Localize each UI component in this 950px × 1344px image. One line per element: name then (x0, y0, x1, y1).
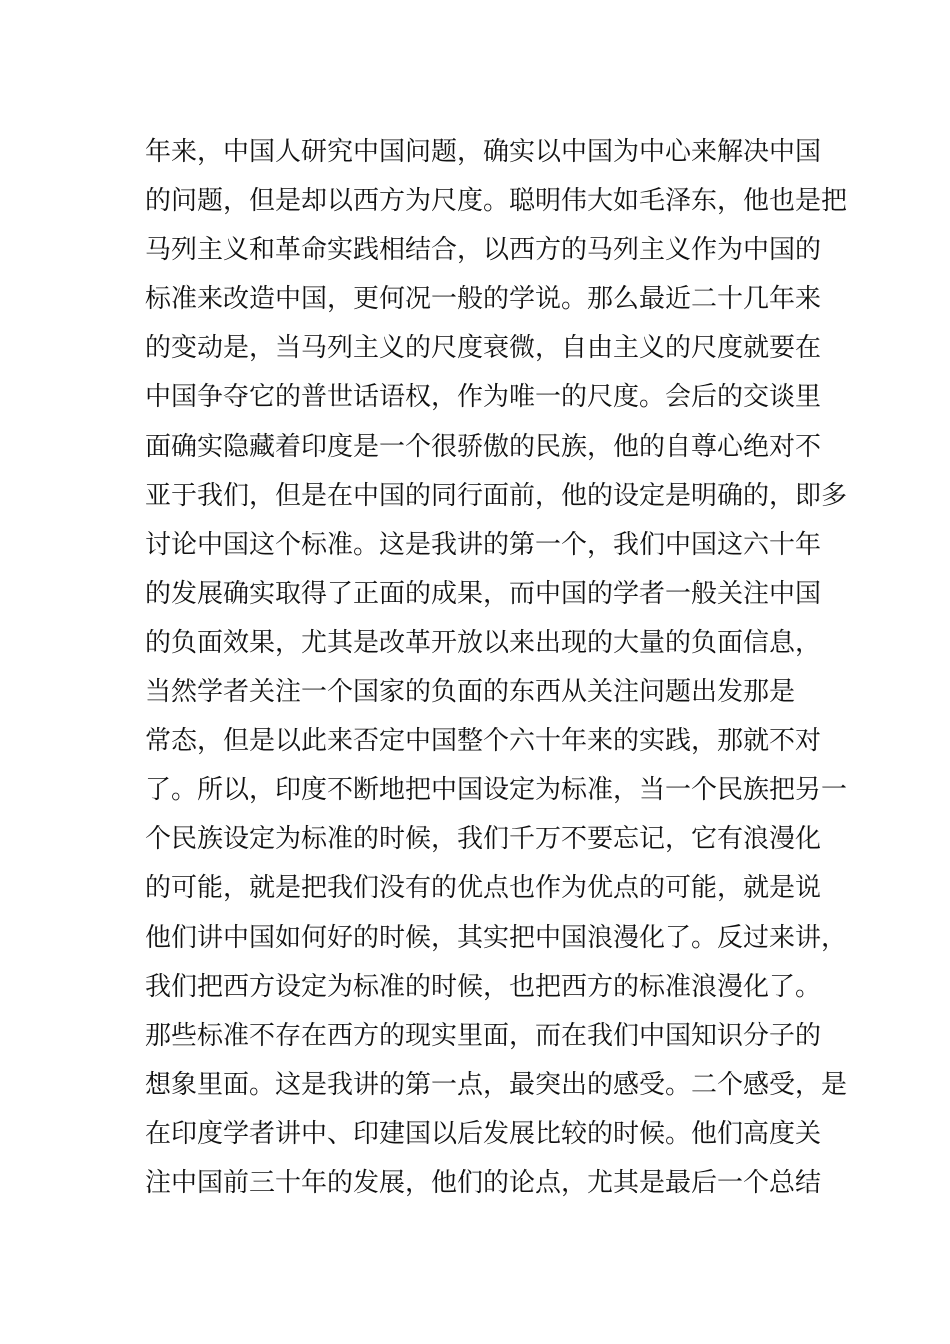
text-line: 马列主义和革命实践相结合，以西方的马列主义作为中国的 (145, 235, 822, 266)
body-text (145, 128, 848, 1208)
text-line: 在印度学者讲中、印建国以后发展比较的时候。他们高度关 (145, 1118, 822, 1149)
text-line: 的问题，但是却以西方为尺度。聪明伟大如毛泽东，他也是把 (145, 186, 848, 217)
text-line: 的发展确实取得了正面的成果，而中国的学者一般关注中国 (145, 578, 822, 609)
text-line: 面确实隐藏着印度是一个很骄傲的民族，他的自尊心绝对不 (145, 431, 822, 462)
text-line: 标准来改造中国，更何况一般的学说。那么最近二十几年来 (145, 284, 822, 315)
text-line: 的负面效果，尤其是改革开放以来出现的大量的负面信息， (145, 627, 822, 658)
text-line: 我们把西方设定为标准的时候，也把西方的标准浪漫化了。 (145, 971, 822, 1002)
text-line: 当然学者关注一个国家的负面的东西从关注问题出发那是 (145, 677, 796, 708)
text-line: 亚于我们，但是在中国的同行面前，他的设定是明确的，即多 (145, 480, 848, 511)
text-line: 的变动是，当马列主义的尺度衰微，自由主义的尺度就要在 (145, 333, 822, 364)
text-line: 那些标准不存在西方的现实里面，而在我们中国知识分子的 (145, 1020, 822, 1051)
text-line: 讨论中国这个标准。这是我讲的第一个，我们中国这六十年 (145, 529, 822, 560)
text-line: 个民族设定为标准的时候，我们千万不要忘记，它有浪漫化 (145, 824, 822, 855)
text-line: 中国争夺它的普世话语权，作为唯一的尺度。会后的交谈里 (145, 382, 822, 413)
text-line: 了。所以，印度不断地把中国设定为标准，当一个民族把另一 (145, 775, 848, 806)
text-line: 想象里面。这是我讲的第一点，最突出的感受。二个感受，是 (145, 1069, 848, 1100)
text-line: 年来，中国人研究中国问题，确实以中国为中心来解决中国 (145, 137, 822, 167)
text-line: 常态，但是以此来否定中国整个六十年来的实践，那就不对 (145, 726, 822, 757)
text-line: 的可能，就是把我们没有的优点也作为优点的可能，就是说 (145, 873, 822, 904)
text-line: 他们讲中国如何好的时候，其实把中国浪漫化了。反过来讲， (145, 922, 848, 953)
text-line: 注中国前三十年的发展，他们的论点，尤其是最后一个总结 (145, 1167, 822, 1198)
